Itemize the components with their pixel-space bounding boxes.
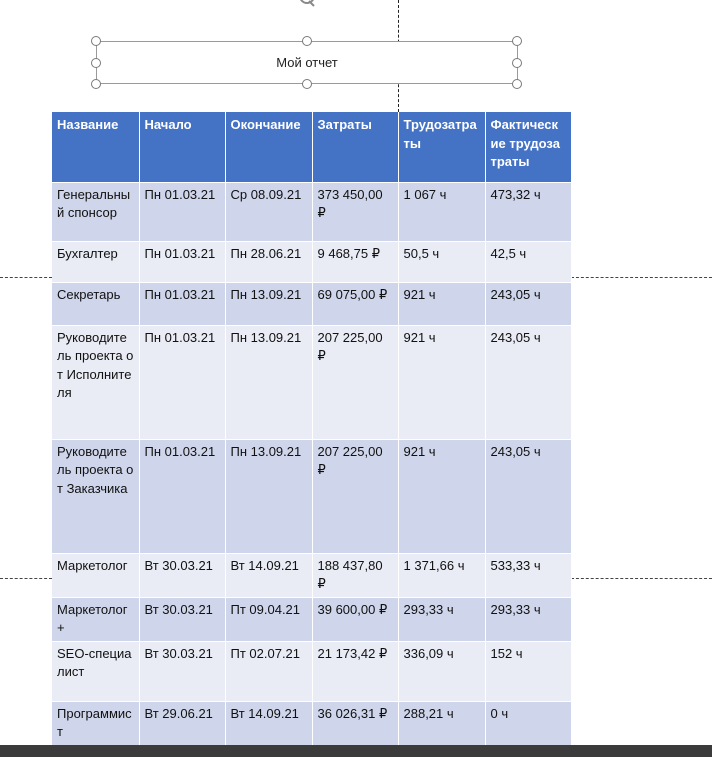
- resize-handle-right[interactable]: [512, 58, 522, 68]
- cell-work[interactable]: 293,33 ч: [398, 597, 485, 641]
- table-row[interactable]: [52, 182, 571, 241]
- cell-start[interactable]: Вт 30.03.21: [139, 553, 225, 597]
- cell-cost[interactable]: 21 173,42 ₽: [312, 641, 398, 701]
- cell-work[interactable]: 1 067 ч: [398, 182, 485, 241]
- cell-actual-work[interactable]: 42,5 ч: [485, 241, 571, 282]
- cell-actual-work[interactable]: 0 ч: [485, 701, 571, 745]
- cell-cost[interactable]: 9 468,75 ₽: [312, 241, 398, 282]
- cell-start[interactable]: Пн 01.03.21: [139, 439, 225, 553]
- cell-actual-work[interactable]: 243,05 ч: [485, 282, 571, 325]
- cell-name[interactable]: Генеральный спонсор: [52, 182, 139, 241]
- cell-cost[interactable]: 39 600,00 ₽: [312, 597, 398, 641]
- cell-cost[interactable]: 36 026,31 ₽: [312, 701, 398, 745]
- cell-work[interactable]: 921 ч: [398, 439, 485, 553]
- column-header-finish[interactable]: Окончание: [225, 112, 312, 182]
- cell-actual-work[interactable]: 152 ч: [485, 641, 571, 701]
- resource-report-table[interactable]: [52, 112, 572, 745]
- cell-finish[interactable]: Пт 09.04.21: [225, 597, 312, 641]
- cell-start[interactable]: Вт 30.03.21: [139, 597, 225, 641]
- table-row[interactable]: [52, 641, 571, 701]
- rotate-handle-icon[interactable]: [296, 0, 318, 14]
- page-break-horizontal: [0, 578, 52, 579]
- column-header-start[interactable]: Начало: [139, 112, 225, 182]
- cell-start[interactable]: Пн 01.03.21: [139, 241, 225, 282]
- resize-handle-bottom-right[interactable]: [512, 79, 522, 89]
- table-row[interactable]: [52, 701, 571, 745]
- cell-finish[interactable]: Пн 13.09.21: [225, 439, 312, 553]
- cell-name[interactable]: SEO-специалист: [52, 641, 139, 701]
- cell-name[interactable]: Маркетолог +: [52, 597, 139, 641]
- report-title: Мой отчет: [276, 55, 338, 70]
- cell-finish[interactable]: Вт 14.09.21: [225, 701, 312, 745]
- cell-cost[interactable]: 188 437,80 ₽: [312, 553, 398, 597]
- resize-handle-bottom[interactable]: [302, 79, 312, 89]
- cell-name[interactable]: Бухгалтер: [52, 241, 139, 282]
- report-title-textbox[interactable]: [96, 41, 518, 84]
- cell-name[interactable]: Руководитель проекта от Заказчика: [52, 439, 139, 553]
- cell-actual-work[interactable]: 473,32 ч: [485, 182, 571, 241]
- table-row[interactable]: [52, 597, 571, 641]
- table-row[interactable]: [52, 553, 571, 597]
- cell-work[interactable]: 50,5 ч: [398, 241, 485, 282]
- cell-finish[interactable]: Вт 14.09.21: [225, 553, 312, 597]
- table-row[interactable]: [52, 325, 571, 439]
- table-header-row: [52, 112, 571, 182]
- column-header-cost[interactable]: Затраты: [312, 112, 398, 182]
- cell-name[interactable]: Секретарь: [52, 282, 139, 325]
- cell-finish[interactable]: Пн 13.09.21: [225, 325, 312, 439]
- resize-handle-left[interactable]: [91, 58, 101, 68]
- cell-actual-work[interactable]: 533,33 ч: [485, 553, 571, 597]
- cell-name[interactable]: Руководитель проекта от Исполнителя: [52, 325, 139, 439]
- cell-work[interactable]: 1 371,66 ч: [398, 553, 485, 597]
- cell-work[interactable]: 921 ч: [398, 325, 485, 439]
- column-header-work[interactable]: Трудозатраты: [398, 112, 485, 182]
- cell-cost[interactable]: 373 450,00 ₽: [312, 182, 398, 241]
- table-row[interactable]: [52, 241, 571, 282]
- status-bar: [0, 745, 712, 757]
- cell-finish[interactable]: Пн 28.06.21: [225, 241, 312, 282]
- cell-start[interactable]: Пн 01.03.21: [139, 282, 225, 325]
- cell-name[interactable]: Программист: [52, 701, 139, 745]
- cell-start[interactable]: Пн 01.03.21: [139, 182, 225, 241]
- cell-cost[interactable]: 207 225,00 ₽: [312, 325, 398, 439]
- cell-start[interactable]: Пн 01.03.21: [139, 325, 225, 439]
- cell-name[interactable]: Маркетолог: [52, 553, 139, 597]
- cell-start[interactable]: Вт 30.03.21: [139, 641, 225, 701]
- resize-handle-bottom-left[interactable]: [91, 79, 101, 89]
- table-row[interactable]: [52, 439, 571, 553]
- cell-finish[interactable]: Ср 08.09.21: [225, 182, 312, 241]
- resize-handle-top-left[interactable]: [91, 36, 101, 46]
- cell-actual-work[interactable]: 293,33 ч: [485, 597, 571, 641]
- page-break-horizontal: [0, 277, 52, 278]
- table-row[interactable]: [52, 282, 571, 325]
- resize-handle-top-right[interactable]: [512, 36, 522, 46]
- cell-finish[interactable]: Пн 13.09.21: [225, 282, 312, 325]
- page-break-horizontal: [571, 277, 712, 278]
- cell-actual-work[interactable]: 243,05 ч: [485, 325, 571, 439]
- column-header-name[interactable]: Название: [52, 112, 139, 182]
- resize-handle-top[interactable]: [302, 36, 312, 46]
- cell-start[interactable]: Вт 29.06.21: [139, 701, 225, 745]
- cell-work[interactable]: 336,09 ч: [398, 641, 485, 701]
- column-header-actual-work[interactable]: Фактические трудозатраты: [485, 112, 571, 182]
- cell-cost[interactable]: 69 075,00 ₽: [312, 282, 398, 325]
- cell-work[interactable]: 288,21 ч: [398, 701, 485, 745]
- cell-finish[interactable]: Пт 02.07.21: [225, 641, 312, 701]
- page-break-horizontal: [571, 578, 712, 579]
- cell-cost[interactable]: 207 225,00 ₽: [312, 439, 398, 553]
- cell-actual-work[interactable]: 243,05 ч: [485, 439, 571, 553]
- cell-work[interactable]: 921 ч: [398, 282, 485, 325]
